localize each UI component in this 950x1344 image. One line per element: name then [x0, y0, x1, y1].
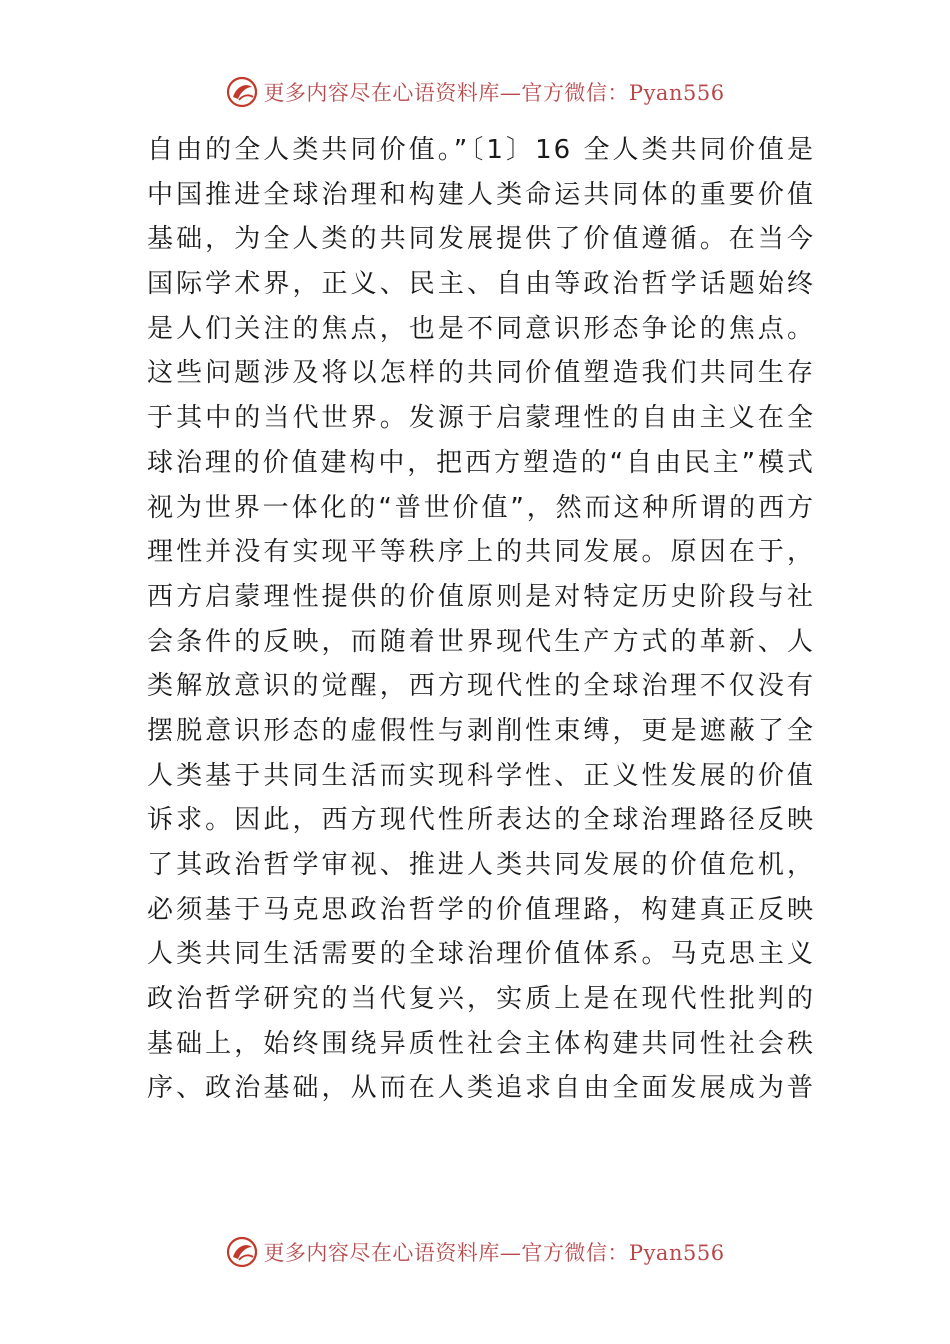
body-line: 中国推进全球治理和构建人类命运共同体的重要价值	[147, 179, 815, 210]
body-paragraph	[147, 128, 815, 1111]
body-line: 序、政治基础，从而在人类追求自由全面发展成为普	[147, 1073, 815, 1104]
body-line: 球治理的价值建构中，把西方塑造的“自由民主”模式	[147, 447, 815, 478]
body-line: 西方启蒙理性提供的价值原则是对特定历史阶段与社	[147, 581, 815, 612]
body-line: 诉求。因此，西方现代性所表达的全球治理路径反映	[147, 805, 815, 836]
body-line: 理性并没有实现平等秩序上的共同发展。原因在于，	[147, 537, 815, 568]
body-line: 人类基于共同生活而实现科学性、正义性发展的价值	[147, 760, 815, 791]
body-line: 视为世界一体化的“普世价值”，然而这种所谓的西方	[147, 492, 815, 523]
body-line: 类解放意识的觉醒，西方现代性的全球治理不仅没有	[147, 671, 815, 702]
footer-banner	[0, 1232, 950, 1272]
body-line: 政治哲学研究的当代复兴，实质上是在现代性批判的	[147, 984, 815, 1015]
body-line: 国际学术界，正义、民主、自由等政治哲学话题始终	[147, 269, 815, 300]
body-line: 于其中的当代世界。发源于启蒙理性的自由主义在全	[147, 403, 815, 434]
body-line: 了其政治哲学审视、推进人类共同发展的价值危机，	[147, 850, 815, 880]
body-line: 是人们关注的焦点，也是不同意识形态争论的焦点。	[147, 313, 815, 344]
brand-logo-icon	[225, 1235, 259, 1269]
body-line: 必须基于马克思政治哲学的价值理路，构建真正反映	[147, 894, 815, 925]
brand-logo-icon	[225, 75, 259, 109]
body-line: 这些问题涉及将以怎样的共同价值塑造我们共同生存	[147, 358, 815, 389]
body-line: 摆脱意识形态的虚假性与剥削性束缚，更是遮蔽了全	[147, 715, 815, 746]
body-line: 基础，为全人类的共同发展提供了价值遵循。在当今	[147, 224, 815, 255]
body-line: 自由的全人类共同价值。”〔1〕16 全人类共同价值是	[147, 135, 815, 165]
header-banner	[0, 72, 950, 112]
body-line: 人类共同生活需要的全球治理价值体系。马克思主义	[147, 939, 815, 970]
body-line: 基础上，始终围绕异质性社会主体构建共同性社会秩	[147, 1028, 815, 1059]
body-line: 会条件的反映，而随着世界现代生产方式的革新、人	[147, 626, 815, 657]
header-banner-text: 更多内容尽在心语资料库—官方微信：Pyan556	[263, 81, 725, 105]
footer-banner-text: 更多内容尽在心语资料库—官方微信：Pyan556	[263, 1241, 725, 1265]
